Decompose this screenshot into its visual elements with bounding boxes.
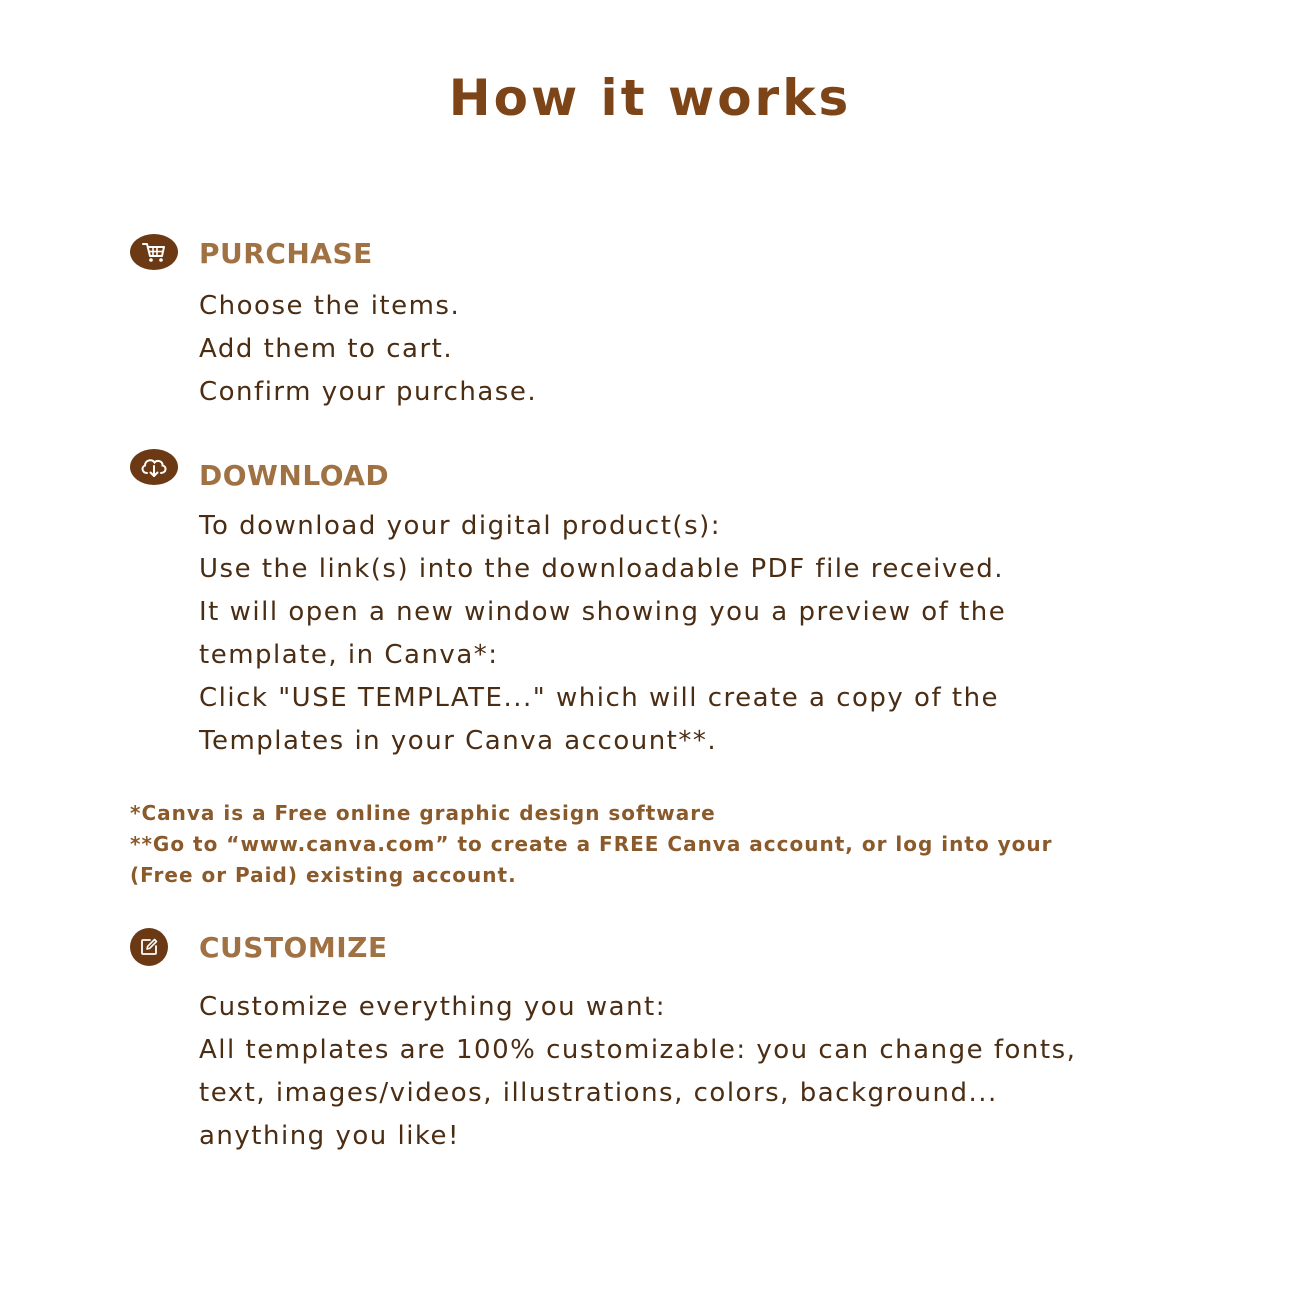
body-line: anything you like!: [199, 1121, 460, 1151]
section-heading-download: DOWNLOAD: [199, 459, 390, 492]
body-line: template, in Canva*:: [199, 640, 499, 670]
footnote-line: **Go to “www.canva.com” to create a FREE Canva account, or log into your: [130, 832, 1053, 856]
section-heading-customize: CUSTOMIZE: [199, 931, 388, 964]
body-line: Choose the items.: [199, 291, 461, 321]
body-line: Customize everything you want:: [199, 992, 667, 1022]
page-title: How it works: [448, 69, 852, 127]
section-body-purchase: [199, 285, 537, 414]
body-line: All templates are 100% customizable: you can change fonts,: [199, 1035, 1077, 1065]
body-line: Click "USE TEMPLATE..." which will create a copy of the: [199, 683, 1000, 713]
section-body-download: [199, 505, 1006, 763]
body-line: Use the link(s) into the downloadable PDF file received.: [199, 554, 1005, 584]
edit-icon: [130, 928, 168, 966]
body-line: text, images/videos, illustrations, colors, background...: [199, 1078, 998, 1108]
shopping-cart-icon: [130, 234, 178, 270]
section-body-customize: [199, 986, 1076, 1158]
cloud-download-icon: [130, 449, 178, 485]
body-line: To download your digital product(s):: [199, 511, 722, 541]
body-line: Add them to cart.: [199, 334, 454, 364]
body-line: It will open a new window showing you a preview of the: [199, 597, 1007, 627]
footnotes: [130, 798, 1053, 891]
section-heading-purchase: PURCHASE: [199, 237, 373, 270]
body-line: Templates in your Canva account**.: [199, 726, 718, 756]
body-line: Confirm your purchase.: [199, 377, 538, 407]
footnote-line: (Free or Paid) existing account.: [130, 863, 517, 887]
footnote-line: *Canva is a Free online graphic design software: [130, 801, 716, 825]
